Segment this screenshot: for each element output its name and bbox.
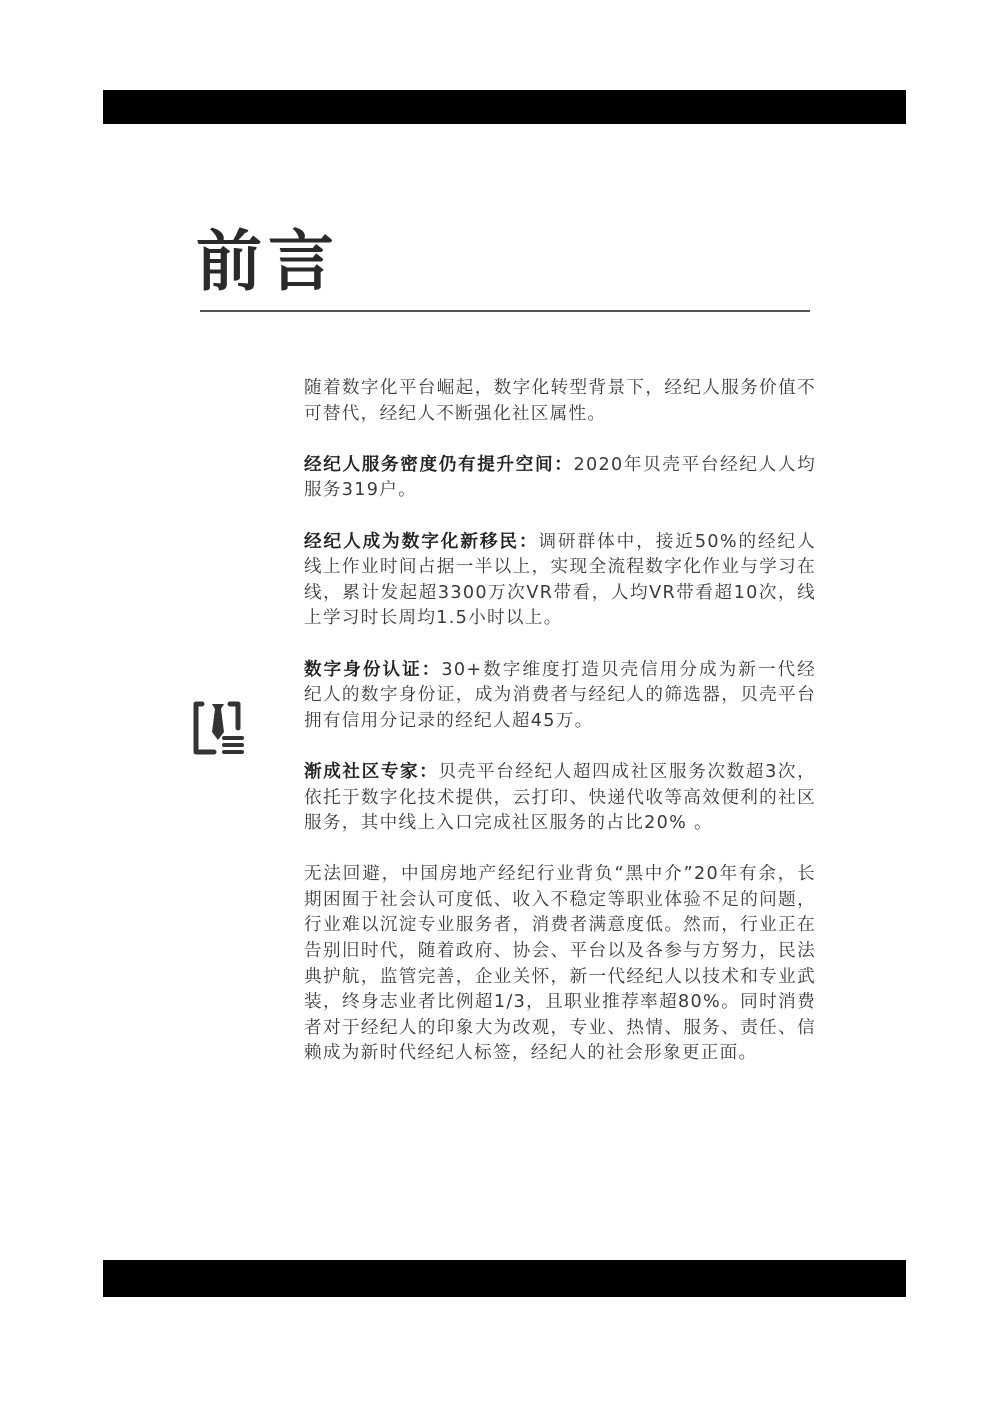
section-text: 30+数字维度打造贝壳信用分成为新一代经纪人的数字身份证，成为消费者与经纪人的筛选器，贝壳平台拥有信用分记录的经纪人超45万。	[304, 659, 816, 731]
section-paragraph	[304, 453, 816, 504]
section-text: 2020年贝壳平台经纪人人均服务319户。	[304, 454, 816, 501]
closing-paragraph: 无法回避，中国房地产经纪行业背负“黑中介”20年有余，长期困囿于社会认可度低、收入不稳定等职业体验不足的问题，行业难以沉淀专业服务者，消费者满意度低。然而，行业正在告别旧时代，随着政府、协会、平台以及各参与方努力，民法典护航，监管完善，企业关怀，新一代经纪人以技术和专业武装，终身志业者比例超1/3，且职业推荐率超80%。同时消费者对于经纪人的印象大为改观，专业、热情、服务、责任、信赖成为新时代经纪人标签，经纪人的社会形象更正面。	[304, 864, 816, 1064]
section-heading: 渐成社区专家：	[304, 761, 439, 782]
section-text: 贝壳平台经纪人超四成社区服务次数超3次，依托于数字化技术提供，云打印、快递代收等高效便利的社区服务，其中线上入口完成社区服务的占比20% 。	[304, 761, 816, 834]
page-title: 前言	[196, 223, 340, 300]
section-text: 调研群体中，接近50%的经纪人线上作业时间占据一半以上，实现全流程数字化作业与学习在线，累计发起超3300万次VR带看，人均VR带看超10次，线上学习时长周均1.5小时以上。	[304, 531, 816, 629]
section-paragraph	[304, 658, 816, 735]
title-divider	[200, 310, 810, 312]
section-paragraph	[304, 530, 816, 632]
preface-content	[304, 376, 816, 1093]
section-heading: 数字身份认证：	[304, 659, 442, 680]
intro-paragraph: 随着数字化平台崛起，数字化转型背景下，经纪人服务价值不可替代，经纪人不断强化社区属性。	[304, 378, 816, 424]
bottom-bar	[103, 1260, 906, 1297]
agent-id-card-icon	[192, 700, 252, 756]
section-heading: 经纪人成为数字化新移民：	[304, 531, 539, 552]
section-paragraph	[304, 760, 816, 837]
section-heading: 经纪人服务密度仍有提升空间：	[304, 454, 574, 475]
top-bar	[103, 90, 906, 124]
